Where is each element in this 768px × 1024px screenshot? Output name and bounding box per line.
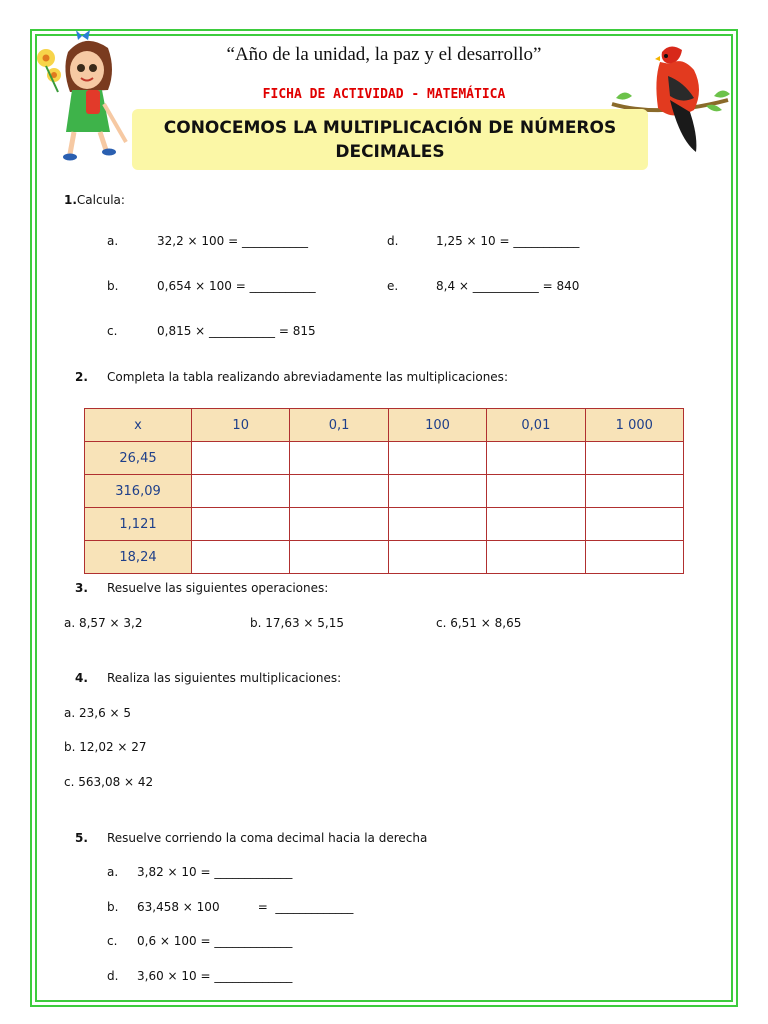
section-label: Resuelve las siguientes operaciones: xyxy=(107,581,329,595)
table-row xyxy=(85,475,684,508)
exercise-text: a. 8,57 × 3,2 xyxy=(64,616,143,630)
table-row xyxy=(85,442,684,475)
answer-cell[interactable] xyxy=(192,508,290,541)
answer-cell[interactable] xyxy=(192,475,290,508)
answer-cell[interactable] xyxy=(290,475,388,508)
table-row xyxy=(85,541,684,574)
exercise-text: 8,4 × ___________ = 840 xyxy=(436,279,580,293)
exercise-text: 32,2 × 100 = ___________ xyxy=(157,234,308,248)
table-header-cell: 0,1 xyxy=(290,409,388,442)
section-label: Completa la tabla realizando abreviadamente las multiplicaciones: xyxy=(107,370,508,384)
section-label: Realiza las siguientes multiplicaciones: xyxy=(107,671,342,685)
answer-cell[interactable] xyxy=(487,541,585,574)
table-row-header: 18,24 xyxy=(85,541,192,574)
answer-cell[interactable] xyxy=(585,541,683,574)
exercise-letter: c. xyxy=(107,324,118,338)
exercise-letter: b. xyxy=(107,900,119,914)
exercise-letter: e. xyxy=(387,279,399,293)
section-1-heading xyxy=(64,189,125,208)
exercise-letter: a. xyxy=(107,234,119,248)
table-row-header: 316,09 xyxy=(85,475,192,508)
exercise-text: 0,815 × ___________ = 815 xyxy=(157,324,316,338)
exercise-letter: b. xyxy=(107,279,119,293)
exercise-text: a. 23,6 × 5 xyxy=(64,706,132,720)
exercise-text: c. 563,08 × 42 xyxy=(64,775,154,789)
exercise-letter: a. xyxy=(107,865,119,879)
answer-cell[interactable] xyxy=(388,442,486,475)
exercise-text: b. 17,63 × 5,15 xyxy=(250,616,345,630)
answer-cell[interactable] xyxy=(290,508,388,541)
table-header-cell: x xyxy=(85,409,192,442)
table-header-cell: 10 xyxy=(192,409,290,442)
table-row-header: 1,121 xyxy=(85,508,192,541)
worksheet-title: CONOCEMOS LA MULTIPLICACIÓN DE NÚMEROS DECIMALES xyxy=(163,118,617,162)
answer-cell[interactable] xyxy=(388,541,486,574)
exercise-letter: d. xyxy=(387,234,399,248)
exercise-text: 0,6 × 100 = _____________ xyxy=(137,934,293,948)
exercise-text: 3,82 × 10 = _____________ xyxy=(137,865,293,879)
exercise-text: 0,654 × 100 = ___________ xyxy=(157,279,316,293)
answer-cell[interactable] xyxy=(487,442,585,475)
answer-cell[interactable] xyxy=(290,442,388,475)
answer-cell[interactable] xyxy=(388,508,486,541)
answer-cell[interactable] xyxy=(388,475,486,508)
answer-cell[interactable] xyxy=(585,442,683,475)
exercise-letter: d. xyxy=(107,969,119,983)
section-number: 3. xyxy=(75,581,88,595)
exercise-text: 1,25 × 10 = ___________ xyxy=(436,234,580,248)
table-header-row xyxy=(85,409,684,442)
answer-cell[interactable] xyxy=(585,475,683,508)
table-header-cell: 1 000 xyxy=(585,409,683,442)
answer-cell[interactable] xyxy=(192,541,290,574)
table-header-cell: 100 xyxy=(388,409,486,442)
section-number: 5. xyxy=(75,831,88,845)
table-header-cell: 0,01 xyxy=(487,409,585,442)
answer-cell[interactable] xyxy=(192,442,290,475)
exercise-text: b. 12,02 × 27 xyxy=(64,740,147,754)
exercise-letter: c. xyxy=(107,934,118,948)
exercise-text: c. 6,51 × 8,65 xyxy=(436,616,522,630)
exercise-text: 3,60 × 10 = _____________ xyxy=(137,969,293,983)
answer-cell[interactable] xyxy=(585,508,683,541)
table-row xyxy=(85,508,684,541)
school-year-motto: “Año de la unidad, la paz y el desarrollo” xyxy=(226,44,542,65)
exercise-text: 63,458 × 100 = _____________ xyxy=(137,900,354,914)
multiplication-table xyxy=(84,408,684,574)
section-number: 2. xyxy=(75,370,88,384)
section-label: Calcula: xyxy=(76,193,125,207)
section-label: Resuelve corriendo la coma decimal hacia la derecha xyxy=(107,831,428,845)
worksheet-type: FICHA DE ACTIVIDAD - MATEMÁTICA xyxy=(262,87,506,102)
section-number: 4. xyxy=(75,671,88,685)
table-row-header: 26,45 xyxy=(85,442,192,475)
section-number: 1. xyxy=(64,193,77,207)
answer-cell[interactable] xyxy=(487,475,585,508)
answer-cell[interactable] xyxy=(290,541,388,574)
answer-cell[interactable] xyxy=(487,508,585,541)
